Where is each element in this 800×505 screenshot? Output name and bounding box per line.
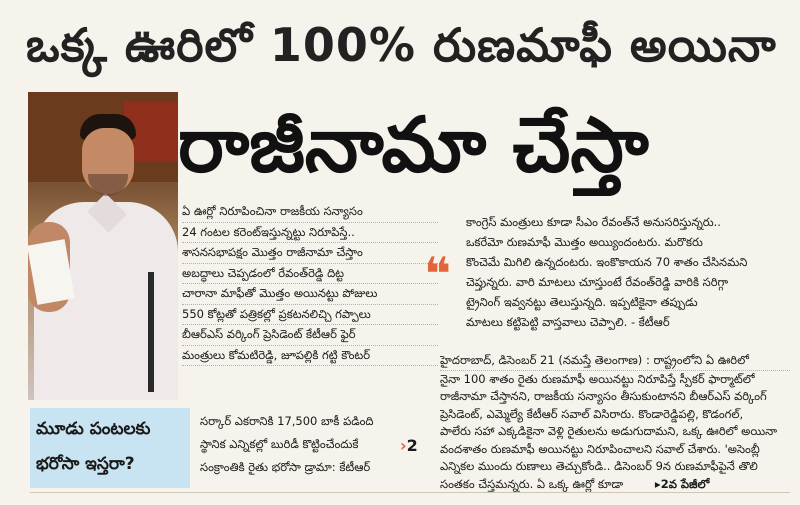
quote-line: మాటలు కట్టిపెట్టి వాస్తవాలు చెప్పాలి. - కేటీఆర్ — [466, 315, 670, 329]
body-line-text: సంతకం చేస్తమన్నరు. ఏ ఒక్క ఊర్లో కూడా — [440, 476, 624, 491]
promo-title-box — [30, 408, 190, 488]
promo-title-line: భరోసా ఇస్తరా? — [36, 454, 135, 474]
highlight-line: మంత్రులు కోమటిరెడ్డి, జూపల్లికి గట్టి కౌంటర్ — [182, 346, 438, 367]
highlight-line: బీఆర్ఎస్ వర్కింగ్ ప్రెసిడెంట్ కేటీఆర్ ఫైర్ — [182, 325, 438, 346]
highlight-line: అబద్ధాలు చెప్పడంలో రేవంత్‌రెడ్డి దిట్ట — [182, 264, 438, 285]
promo-line: సంక్రాంతికి రైతు భరోసా డ్రామా: కేటీఆర్ — [200, 460, 371, 474]
pull-quote — [466, 212, 788, 344]
dateline: హైదరాబాద్, డిసెంబర్ 21 (నమస్తే తెలంగాణ) : రాష్ట్రంలోని ఏ ఊరిలో — [440, 352, 790, 371]
quote-line: ఒకరేమో రుణమాఫీ మొత్తం అయ్యిందంటరు. మరొకరు — [466, 235, 703, 249]
promo-title-line: మూడు పంటలకు — [36, 419, 151, 439]
continued-on-page[interactable]: ▸2వ పేజీలో — [654, 476, 710, 491]
kicker-headline: ఒక్క ఊరిలో 100% రుణమాఫీ అయినా — [26, 18, 777, 72]
body-line: ప్రెసిడెంట్, ఎమ్మెల్యే కేటీఆర్ సవాల్ విసిరారు. కొండారెడ్డిపల్లి, కొడంగల్, — [440, 406, 744, 421]
quote-mark-icon: ❝ — [424, 247, 451, 301]
body-line: వందశాతం రుణమాఫీ అయినట్టు నిరూపించాలని సవాల్ చేశారు. 'అసెంబ్లీ — [440, 441, 760, 456]
quote-line: ట్రైనింగ్ ఇవ్వనట్టు తెలుస్తున్నది. ఇప్పటికైనా తప్పుడు — [466, 295, 698, 309]
body-line: పాలేరు సహా ఎక్కడికైనా వెళ్లి రైతులను అడుగుదామని, ఒక్క ఊరిలో అయినా — [440, 424, 778, 438]
promo-title — [36, 412, 188, 482]
highlight-line: చారానా మాఫీతో మొత్తం అయినట్టు పోజులు — [182, 284, 438, 305]
highlight-line: 550 కోట్లతో పత్రికల్లో ప్రకటనలిచ్చి గప్పాలు — [182, 305, 438, 326]
main-headline: రాజీనామా చేస్తా — [178, 100, 649, 189]
quote-line: కాంగ్రెస్ మంత్రులు కూడా సీఎం రేవంత్‌నే అనుసరిస్తున్నరు.. — [466, 215, 721, 229]
quote-line: కొంచెమే మిగిలి ఉన్నదంటరు. ఇంకొకాయన 70 శాతం చేసినమని — [466, 255, 748, 269]
body-line-last — [440, 476, 790, 494]
promo-lines — [200, 410, 410, 486]
promo-box[interactable] — [30, 408, 426, 488]
chevron-right-icon: › — [400, 436, 407, 455]
article-body — [440, 352, 790, 490]
highlight-line: శాసనసభాపక్షం మొత్తం రాజీనామా చేస్తాం — [182, 243, 438, 264]
promo-page-number: 2 — [406, 436, 418, 455]
body-line: ఎన్నికల ముందు రుణాలు తెచ్చుకోండి.. డిసెంబర్ 9న రుణమాఫీపైనే తొలి — [440, 459, 758, 473]
highlights-column — [182, 202, 438, 398]
promo-page-ref[interactable] — [400, 434, 428, 458]
body-line: నైనా 100 శాతం రైతు రుణమాఫీ అయినట్టు నిరూపిస్తే స్పీకర్ ఫార్మాట్‌లో — [440, 371, 755, 386]
bottom-divider — [30, 492, 790, 493]
quote-line: చెప్తున్నరు. వారి మాటలు చూస్తుంటే రేవంత్‌రెడ్డి వారికి సరిగ్గా — [466, 275, 729, 289]
promo-line: స్థానిక ఎన్నికల్లో బురిడీ కొట్టించేందుకే — [200, 437, 359, 451]
highlight-line: 24 గంటల కరెంట్ఇస్తున్నట్టు నిరూపిస్తే.. — [182, 223, 438, 244]
promo-line: సర్కార్ ఎకరానికి 17,500 బాకీ పడింది — [200, 414, 374, 428]
highlight-line: ఏ ఊర్లో నిరూపించినా రాజకీయ సన్యాసం — [182, 202, 438, 223]
body-line: రాజీనామా చేస్తానని, రాజకీయ సన్యాసం తీసుకుంటానని బీఆర్ఎస్ వర్కింగ్ — [440, 389, 767, 403]
ktr-photo — [28, 92, 178, 400]
